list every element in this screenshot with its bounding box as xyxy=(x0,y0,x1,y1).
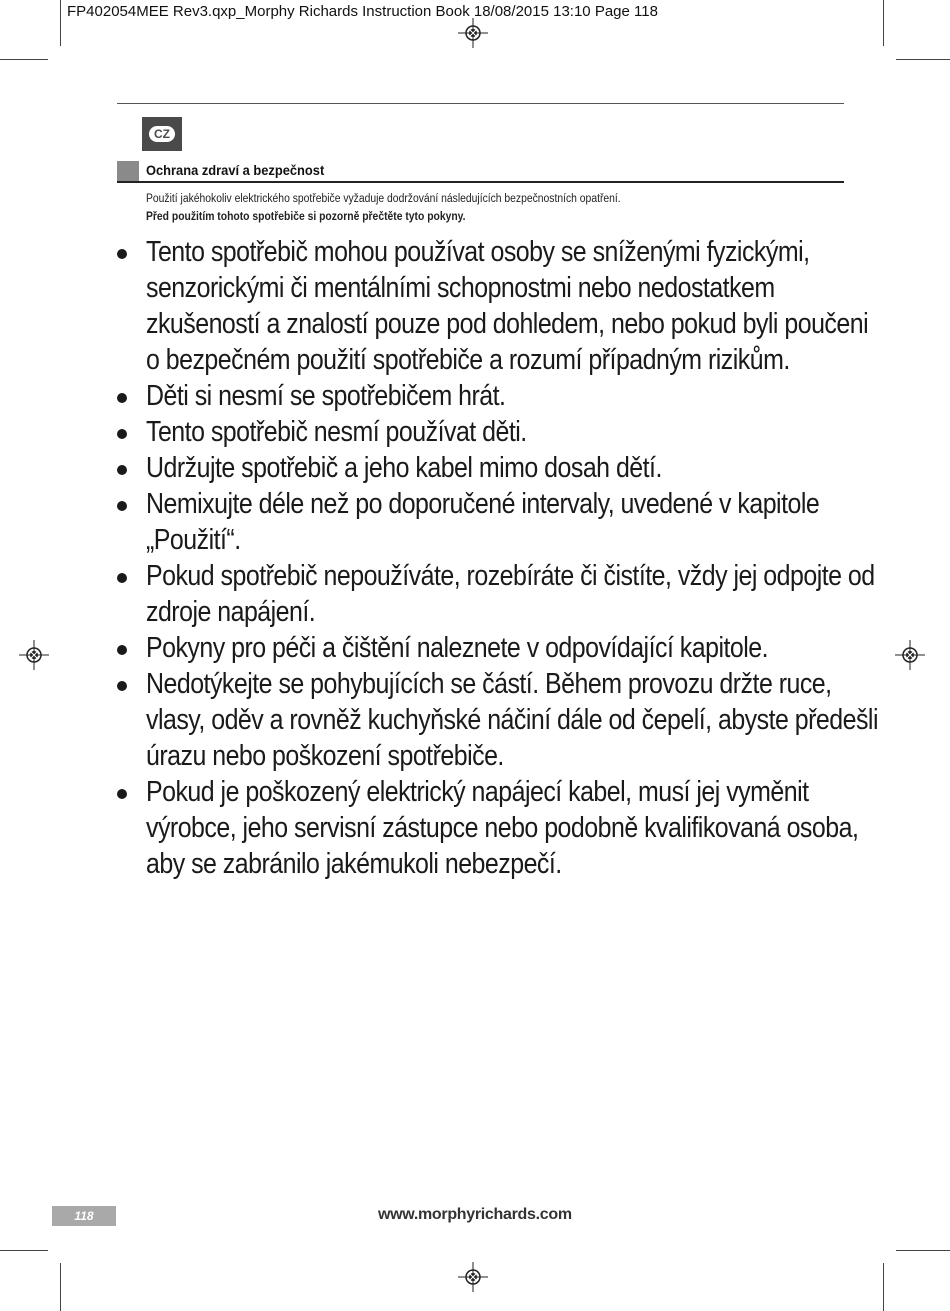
bullet-icon xyxy=(117,573,127,583)
bullet-icon xyxy=(117,429,127,439)
list-item: Pokyny pro péči a čištění naleznete v odpovídající kapitole. xyxy=(117,630,877,666)
bullet-icon xyxy=(117,393,127,403)
crop-mark-icon xyxy=(60,1263,61,1311)
registration-mark-icon xyxy=(895,640,925,670)
bullet-icon xyxy=(117,501,127,511)
registration-mark-icon xyxy=(19,640,49,670)
list-item: Nemixujte déle než po doporučené intervaly, uvedené v kapitole „Použití“. xyxy=(117,486,877,558)
registration-mark-icon xyxy=(458,18,488,48)
section-rule xyxy=(117,181,844,183)
crop-mark-icon xyxy=(60,0,61,46)
list-item: Udržujte spotřebič a jeho kabel mimo dosah dětí. xyxy=(117,450,877,486)
registration-mark-icon xyxy=(458,1262,488,1292)
bullet-icon xyxy=(117,249,127,259)
section-marker xyxy=(117,161,139,181)
bullet-icon xyxy=(117,465,127,475)
section-intro: Použití jakéhokoliv elektrického spotřebiče vyžaduje dodržování následujících bezpečnostních opatření. xyxy=(146,193,621,205)
crop-mark-icon xyxy=(0,1250,48,1251)
website-url: www.morphyrichards.com xyxy=(378,1206,572,1223)
crop-mark-icon xyxy=(0,59,48,60)
print-slug: FP402054MEE Rev3.qxp_Morphy Richards Instruction Book 18/08/2015 13:10 Page 118 xyxy=(67,3,658,20)
bullet-icon xyxy=(117,789,127,799)
header-rule xyxy=(117,103,844,104)
list-item: Pokud je poškozený elektrický napájecí kabel, musí jej vyměnit výrobce, jeho servisní zástupce nebo podobně kvalifikovaná osoba, aby se zabránilo jakémukoli nebezpečí. xyxy=(117,774,877,882)
crop-mark-icon xyxy=(883,0,884,46)
bullet-icon xyxy=(117,645,127,655)
crop-mark-icon xyxy=(883,1263,884,1311)
section-intro-bold: Před použitím tohoto spotřebiče si pozorně přečtěte tyto pokyny. xyxy=(146,211,466,223)
bullet-icon xyxy=(117,681,127,691)
section-title: Ochrana zdraví a bezpečnost xyxy=(146,162,325,178)
language-badge xyxy=(142,117,182,151)
language-badge-label: CZ xyxy=(149,126,175,142)
list-item: Tento spotřebič nesmí používat děti. xyxy=(117,414,877,450)
page-number: 118 xyxy=(52,1206,116,1226)
list-item: Tento spotřebič mohou používat osoby se sníženými fyzickými, senzorickými či mentálními schopnostmi nebo nedostatkem zkušeností a znalostí pouze pod dohledem, nebo pokud byli poučeni o bezpečném použití spotřebiče a rozumí případným rizikům. xyxy=(117,234,877,378)
safety-bullet-list xyxy=(117,234,877,882)
crop-mark-icon xyxy=(896,59,950,60)
list-item: Děti si nesmí se spotřebičem hrát. xyxy=(117,378,877,414)
list-item: Nedotýkejte se pohybujících se částí. Během provozu držte ruce, vlasy, oděv a rovněž kuchyňské náčiní dále od čepelí, abyste předešli úrazu nebo poškození spotřebiče. xyxy=(117,666,877,774)
list-item: Pokud spotřebič nepoužíváte, rozebíráte či čistíte, vždy jej odpojte od zdroje napájení. xyxy=(117,558,877,630)
crop-mark-icon xyxy=(896,1250,950,1251)
